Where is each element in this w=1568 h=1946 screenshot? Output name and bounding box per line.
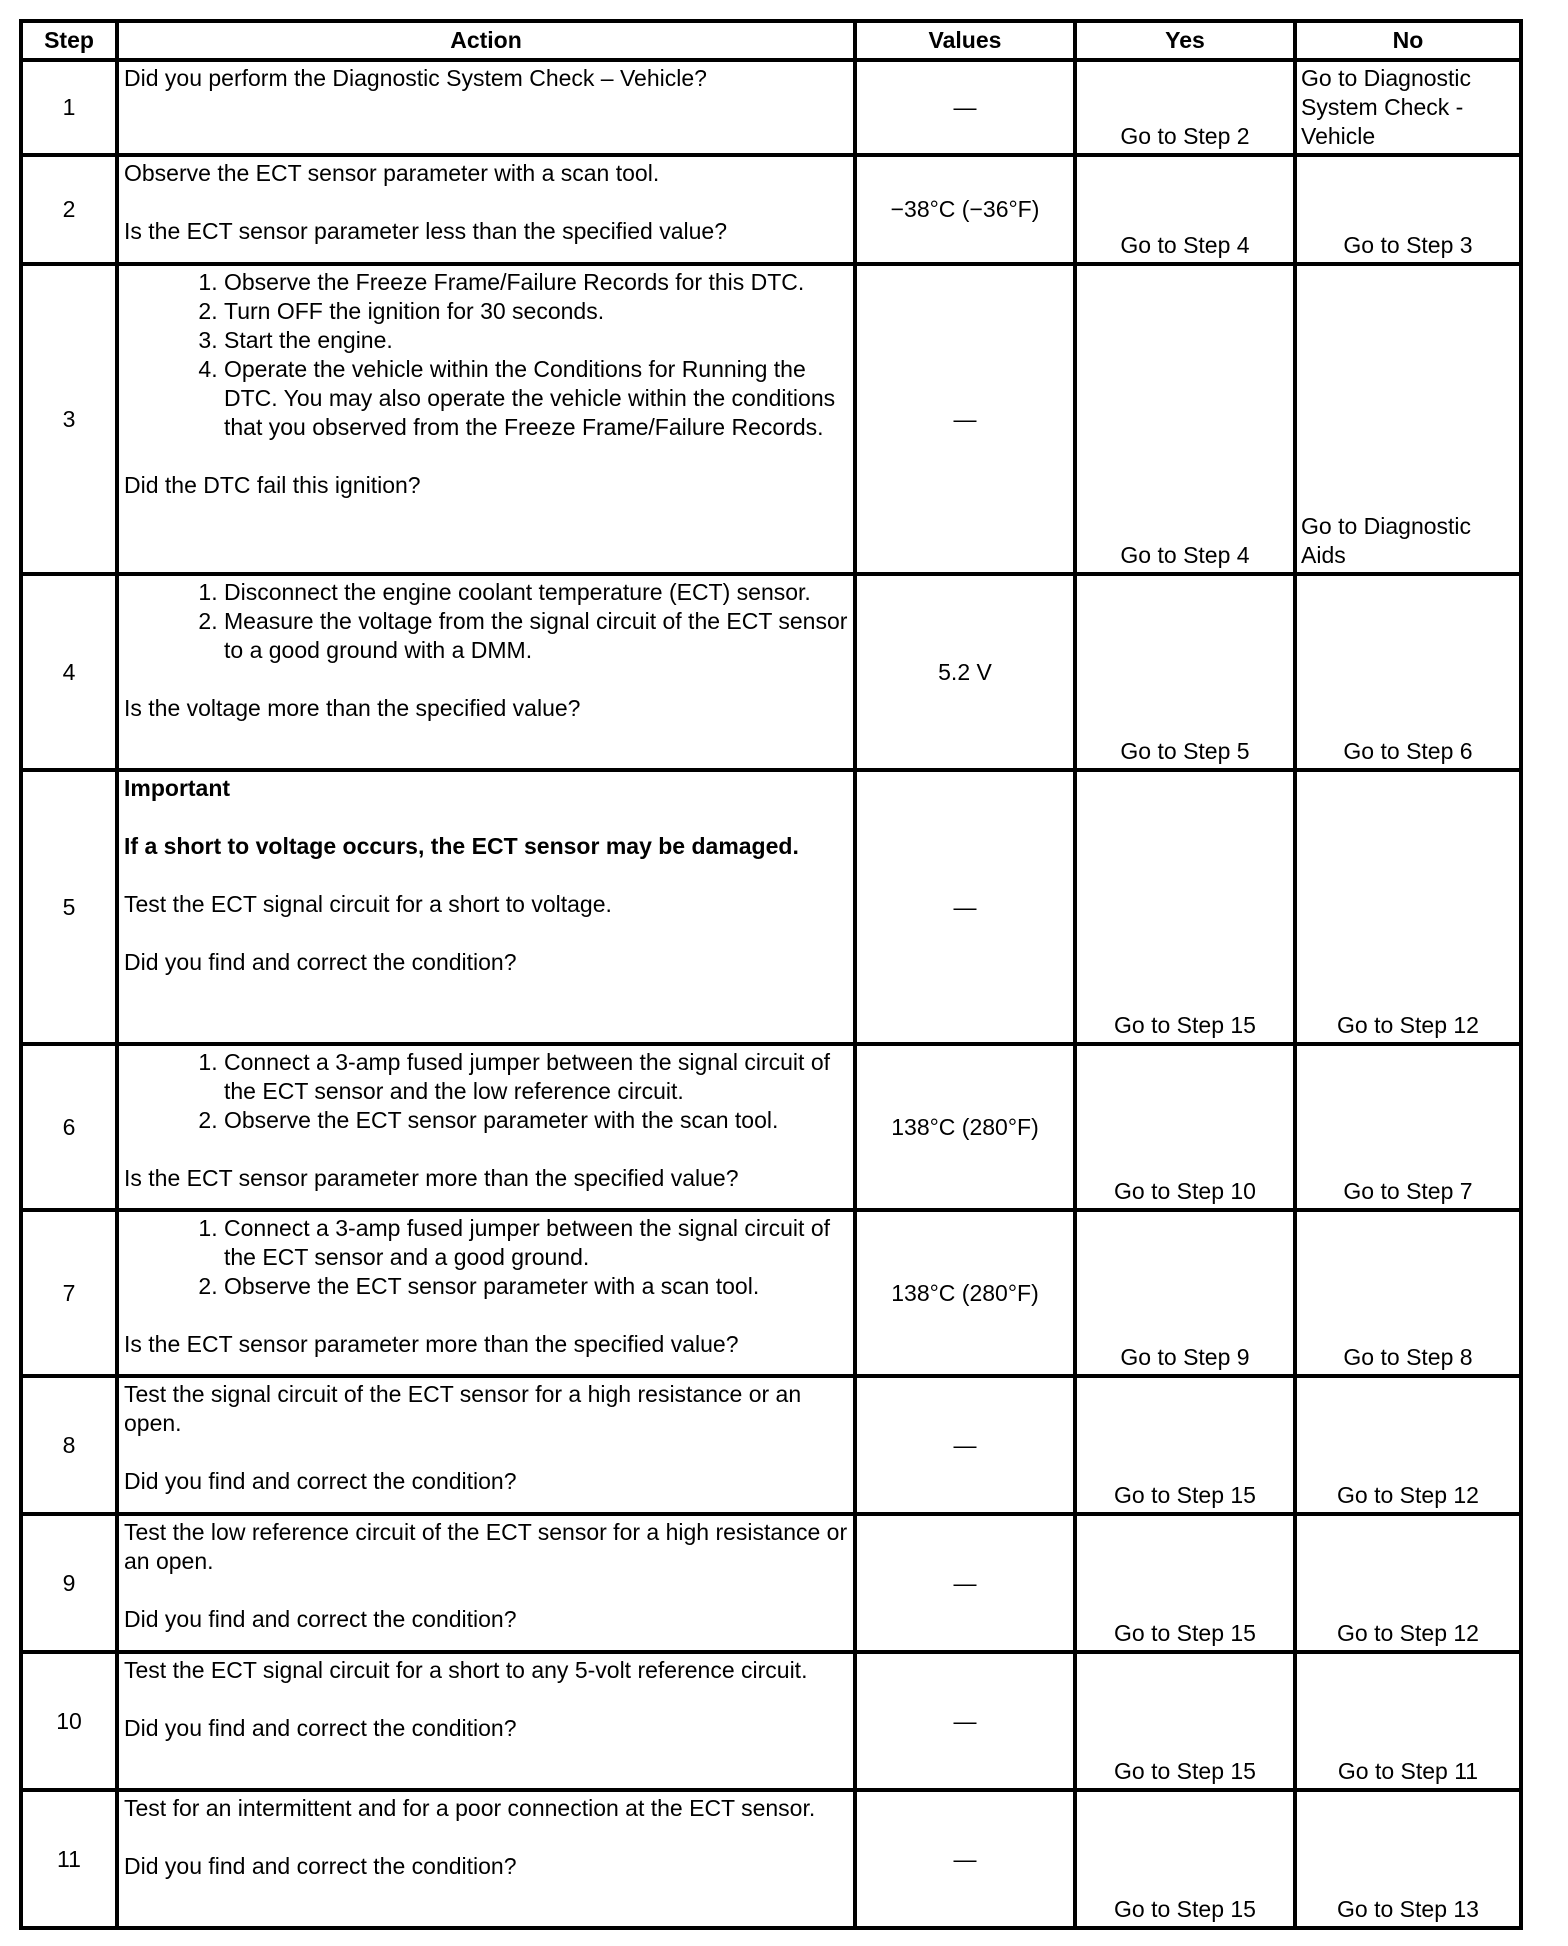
action-cell xyxy=(117,1210,855,1376)
action-cell xyxy=(117,60,855,155)
action-cell xyxy=(117,1376,855,1514)
yes-cell: Go to Step 9 xyxy=(1075,1210,1295,1376)
important-warning: If a short to voltage occurs, the ECT sensor may be damaged. xyxy=(124,833,799,859)
action-step-item: 1. Connect a 3-amp fused jumper between the signal circuit of the ECT sensor and a good ground. xyxy=(224,1214,849,1272)
action-question: Did you find and correct the condition? xyxy=(124,1468,517,1494)
no-cell: Go to Step 6 xyxy=(1295,574,1521,770)
action-step-item: 2. Measure the voltage from the signal circuit of the ECT sensor to a good ground with a DMM. xyxy=(224,607,849,665)
yes-cell: Go to Step 10 xyxy=(1075,1044,1295,1210)
step-number: 11 xyxy=(21,1790,117,1928)
action-step-item: 2. Turn OFF the ignition for 30 seconds. xyxy=(224,297,849,326)
no-cell: Go to Step 12 xyxy=(1295,1514,1521,1652)
action-question: Did you find and correct the condition? xyxy=(124,1853,517,1879)
action-step-item: 3. Start the engine. xyxy=(224,326,849,355)
action-text: Did you perform the Diagnostic System Check – Vehicle? xyxy=(124,65,707,91)
action-step-item: 1. Observe the Freeze Frame/Failure Records for this DTC. xyxy=(224,268,849,297)
yes-cell: Go to Step 15 xyxy=(1075,770,1295,1044)
no-cell: Go to Step 11 xyxy=(1295,1652,1521,1790)
yes-cell: Go to Step 2 xyxy=(1075,60,1295,155)
action-question: Did you find and correct the condition? xyxy=(124,1715,517,1741)
action-cell xyxy=(117,264,855,574)
no-cell: Go to Step 12 xyxy=(1295,770,1521,1044)
step-number: 7 xyxy=(21,1210,117,1376)
yes-cell: Go to Step 4 xyxy=(1075,155,1295,264)
yes-cell: Go to Step 15 xyxy=(1075,1376,1295,1514)
action-text: Test the signal circuit of the ECT sensor for a high resistance or an open. xyxy=(124,1381,802,1436)
yes-cell: Go to Step 15 xyxy=(1075,1652,1295,1790)
important-label: Important xyxy=(124,775,231,801)
action-step-item: 1. Connect a 3-amp fused jumper between the signal circuit of the ECT sensor and the low reference circuit. xyxy=(224,1048,849,1106)
value-cell: — xyxy=(855,60,1075,155)
action-cell xyxy=(117,1790,855,1928)
step-number: 9 xyxy=(21,1514,117,1652)
action-question: Did the DTC fail this ignition? xyxy=(124,472,421,498)
table-row xyxy=(21,770,1521,1044)
yes-cell: Go to Step 15 xyxy=(1075,1790,1295,1928)
action-cell xyxy=(117,770,855,1044)
action-question: Is the ECT sensor parameter less than the specified value? xyxy=(124,218,728,244)
no-cell xyxy=(1295,264,1521,574)
yes-cell: Go to Step 5 xyxy=(1075,574,1295,770)
step-number: 8 xyxy=(21,1376,117,1514)
value-cell: — xyxy=(855,1652,1075,1790)
action-cell xyxy=(117,1044,855,1210)
action-step-item: 1. Disconnect the engine coolant temperature (ECT) sensor. xyxy=(224,578,849,607)
value-cell: — xyxy=(855,770,1075,1044)
action-question: Did you find and correct the condition? xyxy=(124,1606,517,1632)
value-cell: 138°C (280°F) xyxy=(855,1210,1075,1376)
no-line: Go to Diagnostic xyxy=(1301,65,1472,91)
action-cell xyxy=(117,1514,855,1652)
header-yes: Yes xyxy=(1075,21,1295,60)
action-text: Test the low reference circuit of the ECT sensor for a high resistance or an open. xyxy=(124,1519,848,1574)
table-row xyxy=(21,574,1521,770)
no-line: Vehicle xyxy=(1301,123,1376,149)
no-line: Aids xyxy=(1301,542,1346,568)
header-step: Step xyxy=(21,21,117,60)
action-steps-list xyxy=(124,1214,849,1301)
no-cell: Go to Step 13 xyxy=(1295,1790,1521,1928)
diagnostic-table xyxy=(19,19,1523,1930)
value-cell: — xyxy=(855,1790,1075,1928)
header-row xyxy=(21,21,1521,60)
action-cell xyxy=(117,1652,855,1790)
action-text: Test for an intermittent and for a poor connection at the ECT sensor. xyxy=(124,1795,816,1821)
action-text: Test the ECT signal circuit for a short to any 5-volt reference circuit. xyxy=(124,1657,808,1683)
table-row xyxy=(21,155,1521,264)
table-row xyxy=(21,1044,1521,1210)
yes-cell: Go to Step 15 xyxy=(1075,1514,1295,1652)
action-text: Observe the ECT sensor parameter with a scan tool. xyxy=(124,160,660,186)
step-number: 1 xyxy=(21,60,117,155)
table-row xyxy=(21,1652,1521,1790)
no-line: Go to Diagnostic xyxy=(1301,513,1472,539)
action-step-item: 4. Operate the vehicle within the Conditions for Running the DTC. You may also operate the vehicle within the conditions that you observed from the Freeze Frame/Failure Records. xyxy=(224,355,849,442)
step-number: 4 xyxy=(21,574,117,770)
step-number: 2 xyxy=(21,155,117,264)
action-step-item: 2. Observe the ECT sensor parameter with a scan tool. xyxy=(224,1272,849,1301)
table-row xyxy=(21,1790,1521,1928)
table-row xyxy=(21,1376,1521,1514)
no-cell: Go to Step 3 xyxy=(1295,155,1521,264)
action-cell xyxy=(117,155,855,264)
action-question: Did you find and correct the condition? xyxy=(124,949,517,975)
header-action: Action xyxy=(117,21,855,60)
action-step-item: 2. Observe the ECT sensor parameter with the scan tool. xyxy=(224,1106,849,1135)
value-cell: 5.2 V xyxy=(855,574,1075,770)
value-cell: — xyxy=(855,1514,1075,1652)
step-number: 5 xyxy=(21,770,117,1044)
no-cell: Go to Step 7 xyxy=(1295,1044,1521,1210)
table-row xyxy=(21,60,1521,155)
table-row xyxy=(21,264,1521,574)
action-steps-list xyxy=(124,1048,849,1135)
no-cell xyxy=(1295,60,1521,155)
action-question: Is the ECT sensor parameter more than the specified value? xyxy=(124,1165,739,1191)
action-cell xyxy=(117,574,855,770)
value-cell: — xyxy=(855,264,1075,574)
action-text: Test the ECT signal circuit for a short to voltage. xyxy=(124,891,612,917)
step-number: 10 xyxy=(21,1652,117,1790)
value-cell: −38°C (−36°F) xyxy=(855,155,1075,264)
header-values: Values xyxy=(855,21,1075,60)
no-cell: Go to Step 12 xyxy=(1295,1376,1521,1514)
yes-cell: Go to Step 4 xyxy=(1075,264,1295,574)
action-question: Is the voltage more than the specified value? xyxy=(124,695,581,721)
no-line: System Check - xyxy=(1301,94,1464,120)
step-number: 6 xyxy=(21,1044,117,1210)
action-question: Is the ECT sensor parameter more than the specified value? xyxy=(124,1331,739,1357)
header-no: No xyxy=(1295,21,1521,60)
action-steps-list xyxy=(124,578,849,665)
step-number: 3 xyxy=(21,264,117,574)
no-cell: Go to Step 8 xyxy=(1295,1210,1521,1376)
value-cell: — xyxy=(855,1376,1075,1514)
value-cell: 138°C (280°F) xyxy=(855,1044,1075,1210)
table-row xyxy=(21,1210,1521,1376)
action-steps-list xyxy=(124,268,849,442)
table-row xyxy=(21,1514,1521,1652)
